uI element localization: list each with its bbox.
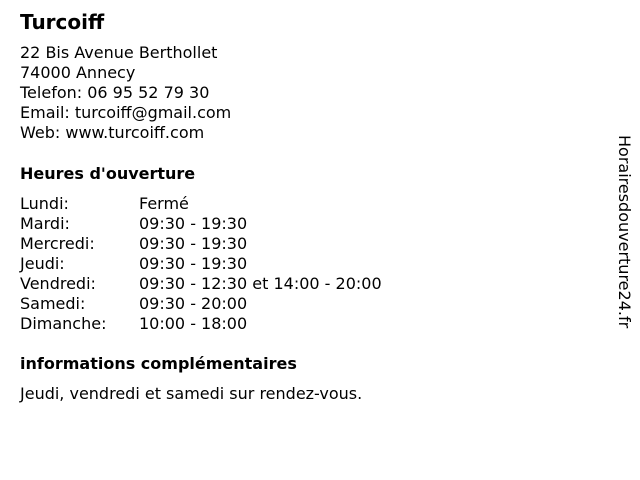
contact-block xyxy=(20,43,231,143)
phone-number: Telefon: 06 95 52 79 30 xyxy=(20,83,210,102)
additional-info-heading: informations complémentaires xyxy=(20,354,297,373)
address-line-1: 22 Bis Avenue Berthollet xyxy=(20,43,218,62)
day-label: Jeudi: xyxy=(20,254,65,273)
website: Web: www.turcoiff.com xyxy=(20,123,205,142)
day-label: Dimanche: xyxy=(20,314,107,333)
day-hours: 10:00 - 18:00 xyxy=(139,314,248,333)
day-hours: 09:30 - 19:30 xyxy=(139,254,248,273)
day-hours: 09:30 - 19:30 xyxy=(139,234,248,253)
day-hours: Fermé xyxy=(139,194,189,213)
address-line-2: 74000 Annecy xyxy=(20,63,136,82)
email-address: Email: turcoiff@gmail.com xyxy=(20,103,232,122)
additional-info-text: Jeudi, vendredi et samedi sur rendez-vous. xyxy=(20,384,363,403)
opening-hours-heading: Heures d'ouverture xyxy=(20,164,196,183)
business-name: Turcoiff xyxy=(20,10,105,34)
day-label: Samedi: xyxy=(20,294,86,313)
watermark xyxy=(612,135,636,370)
day-label: Vendredi: xyxy=(20,274,96,293)
day-label: Lundi: xyxy=(20,194,69,213)
day-hours: 09:30 - 12:30 et 14:00 - 20:00 xyxy=(139,274,382,293)
day-label: Mardi: xyxy=(20,214,70,233)
day-label: Mercredi: xyxy=(20,234,95,253)
watermark-text: Horairesdouverture24.fr xyxy=(615,135,634,329)
day-hours: 09:30 - 20:00 xyxy=(139,294,248,313)
day-hours: 09:30 - 19:30 xyxy=(139,214,248,233)
